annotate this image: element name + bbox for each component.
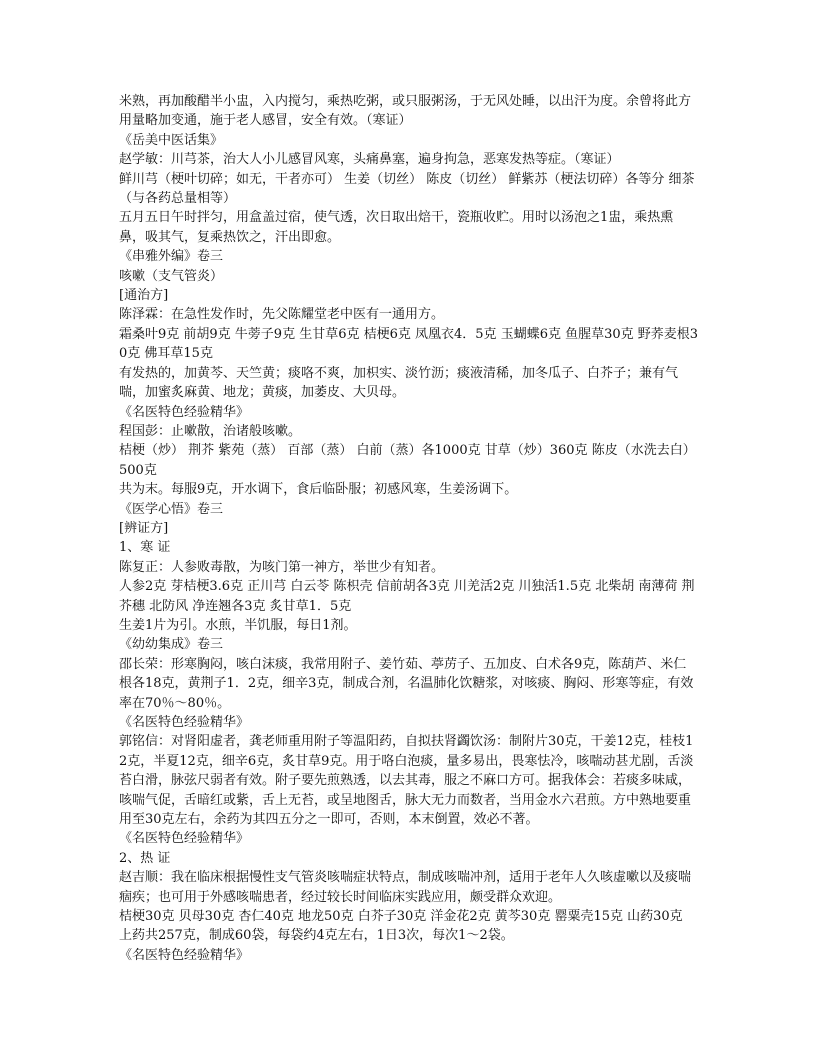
text-line: 陈复正：人参败毒散，为咳门第一神方，举世少有知者。 [119,559,445,575]
source-citation: 《岳美中医话集》 [119,132,224,148]
prescription-line: 桔梗30克 贝母30克 杏仁40克 地龙50克 白芥子30克 洋金花2克 黄芩30克 罂粟壳15克 山药30克 [119,909,683,925]
prescription-line: 鲜川芎（梗叶切碎；如无，干者亦可） 生姜（切丝） 陈皮（切丝） 鲜紫苏（梗法切碎）各等分 细茶（与各药总量相等） [119,171,695,207]
source-citation: 《幼幼集成》卷三 [119,637,224,653]
text-line: 赵吉顺：我在临床根据慢性支气管炎咳喘症状特点，制成咳喘冲剂，适用于老年人久咳虚嗽以及痰喘痼疾；也可用于外感咳喘患者，经过较长时间临床实践应用，颇受群众欢迎。 [119,870,692,905]
text-line: 上药共257克，制成60袋，每袋约4克左右，1日3次，每次1～2袋。 [119,928,514,944]
source-citation: 《名医特色经验精华》 [119,715,250,730]
text-line: 五月五日午时拌匀，用盒盖过宿，使气透，次日取出焙干，瓷瓶收贮。用时以汤泡之1盅，乘热熏鼻，吸其气，复乘热饮之，汗出即愈。 [119,210,674,245]
prescription-line: 人参2克 芽桔梗3.6克 正川芎 白云苓 陈枳壳 信前胡各3克 川羌活2克 川独活1.5克 北柴胡 南薄荷 荆芥穗 北防风 净连翘各3克 炙甘草1．5克 [119,579,695,614]
subsection-heading: 1、寒 证 [119,540,171,556]
source-citation: 《名医特色经验精华》 [119,831,250,847]
subsection-heading: 2、热 证 [119,850,171,866]
source-citation: 《串雅外编》卷三 [119,249,224,265]
text-line: 郭铭信：对肾阳虚者，龚老师重用附子等温阳药，自拟扶肾蠲饮汤：制附片30克，干姜12克，桂枝12克，半夏12克，细辛6克，炙甘草9克。用于咯白泡痰，量多易出，畏寒怯冷，咳喘动甚尤剧，舌淡苔白滑，脉弦尺弱者有效。附子要先煎熟透，以去其毒，服之不麻口方可。据我体会：若痰多味咸，咳喘气促，舌暗红或紫，舌上无苔，或呈地图舌，脉大无力而数者，当用金水六君煎。方中熟地要重用至30克左右，余药为其四五分之一即可，否则，本末倒置，效必不著。 [119,734,694,828]
source-citation: 《医学心悟》卷三 [119,501,224,517]
document-page [119,92,699,965]
text-line: 米熟，再加酸醋半小盅，入内搅匀，乘热吃粥，或只服粥汤，于无风处睡，以出汗为度。余曾将此方用量略加变通，施于老人感冒，安全有效。（寒证） [119,94,692,129]
text-line: 共为末。每服9克，开水调下，食后临卧服；初感风寒，生姜汤调下。 [119,482,518,498]
source-citation: 《名医特色经验精华》 [119,947,250,963]
text-line: 邵长荣：形寒胸闷，咳白沫痰，我常用附子、姜竹茹、葶苈子、五加皮、白术各9克，陈葫芦、米仁根各18克，黄荆子1．2克，细辛3克，制成合剂，名温肺化饮糖浆，对咳痰、胸闷、形寒等症，有效率在70％～80％。 [119,656,694,711]
prescription-line: 桔梗（炒） 荆芥 紫苑（蒸） 百部（蒸） 白前（蒸）各1000克 甘草（炒）360克 陈皮（水洗去白）500克 [119,443,696,478]
text-line: 程国彭：止嗽散，治诸般咳嗽。 [119,423,302,439]
text-line: 生姜1片为引。水煎，半饥服，每日1剂。 [119,617,357,633]
subsection-heading: [辨证方] [119,520,169,536]
section-heading: 咳嗽（支气管炎） [119,268,224,284]
subsection-heading: [通治方] [119,288,169,304]
text-line: 有发热的，加黄芩、天竺黄；痰咯不爽，加枳实、淡竹沥；痰液清稀，加冬瓜子、白芥子；兼有气喘，加蜜炙麻黄、地龙；黄痰，加萎皮、大贝母。 [119,365,679,401]
text-line: 陈泽霖：在急性发作时，先父陈耀堂老中医有一通用方。 [119,307,445,323]
text-line: 赵学敏：川芎茶，治大人小儿感冒风寒，头痛鼻塞，遍身拘急，恶寒发热等症。（寒证） [119,152,620,168]
prescription-line: 霜桑叶9克 前胡9克 牛蒡子9克 生甘草6克 桔梗6克 凤凰衣4．5克 玉蝴蝶6克 鱼腥草30克 野荞麦根30克 佛耳草15克 [119,326,699,362]
source-citation: 《名医特色经验精华》 [119,404,250,420]
